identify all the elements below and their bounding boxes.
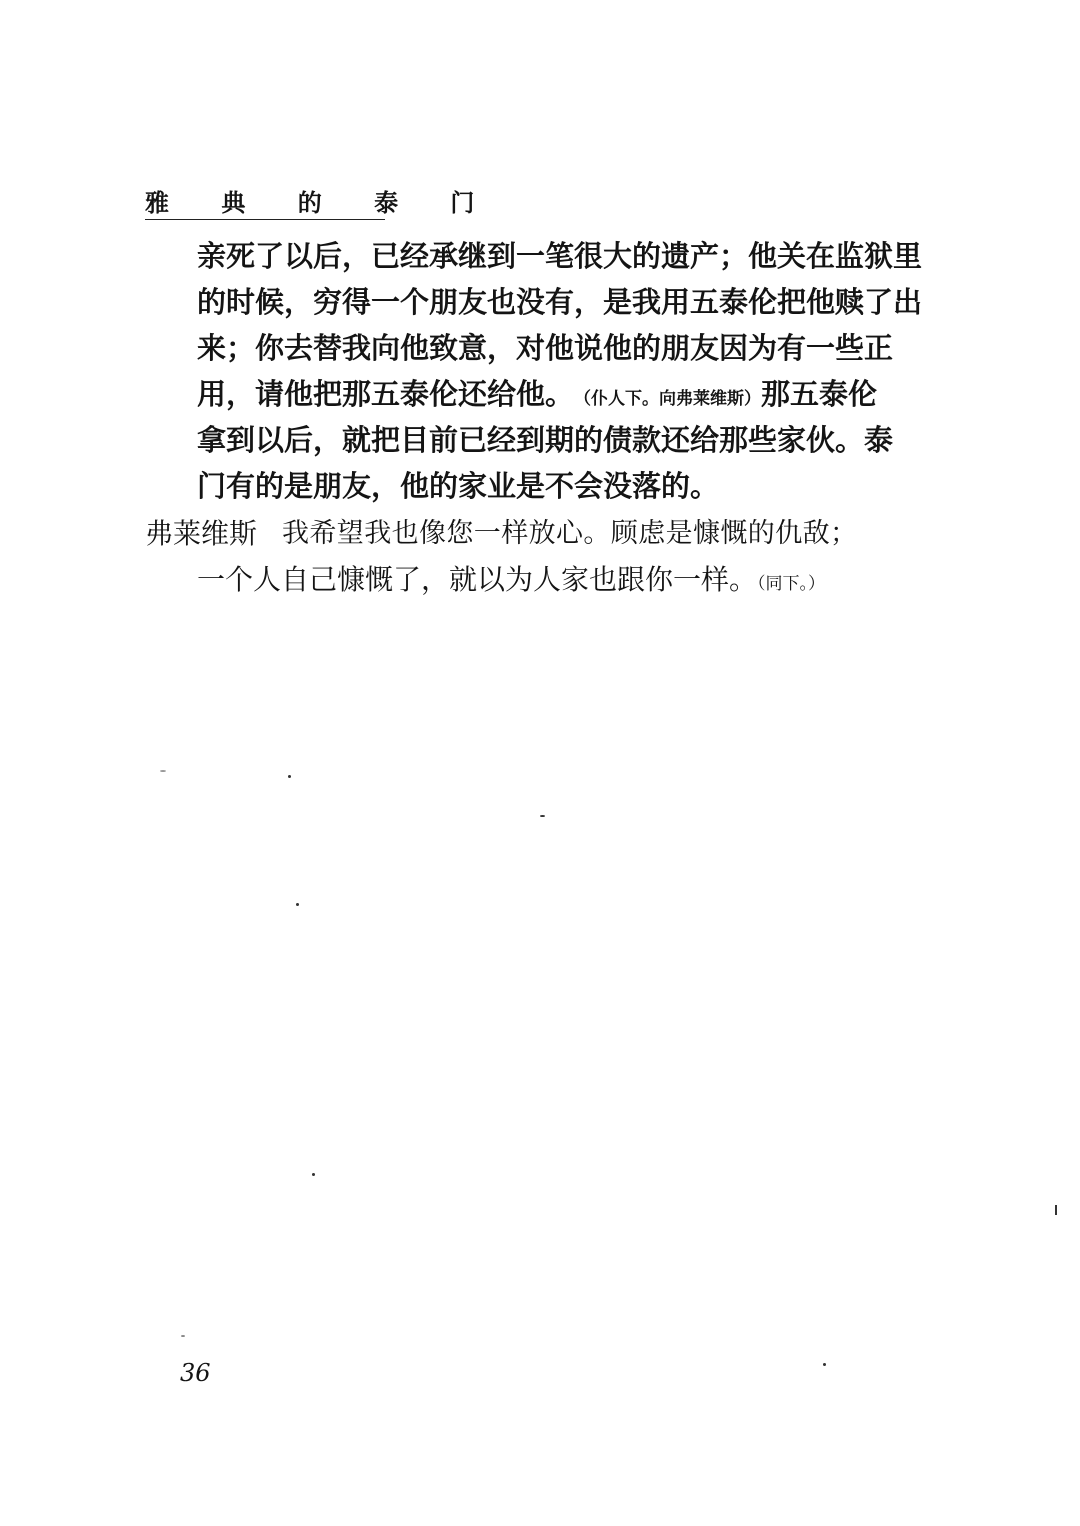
stage-direction-exit-together: （同下。） — [757, 574, 826, 594]
speech-line-1-content: 我希望我也像您一样放心。顾虑是慷慨的仇敌； — [282, 518, 857, 549]
scan-speck — [160, 770, 166, 772]
text-line-2-content: 的时候，穷得一个朋友也没有，是我用五泰伦把他赎了出 — [197, 285, 923, 319]
text-line-5-content: 拿到以后，就把目前已经到期的债款还给那些家伙。泰 — [197, 423, 894, 457]
text-line-4-after: 那五泰伦 — [761, 377, 878, 411]
speech-line-2 — [197, 560, 825, 604]
scan-speck — [540, 815, 545, 817]
scan-speck — [296, 903, 299, 906]
text-line-1 — [197, 236, 923, 276]
text-line-4 — [197, 374, 878, 419]
text-line-3-content: 来；你去替我向他致意，对他说他的朋友因为有一些正 — [197, 331, 894, 365]
stage-direction-exit-servant: （仆人下。向弗莱维斯） — [574, 389, 762, 409]
speech-line-1 — [282, 514, 857, 554]
speech-line-2-content: 一个人自己慷慨了，就以为人家也跟你一样。 — [197, 563, 758, 596]
text-line-5 — [197, 420, 894, 460]
running-head-rule — [145, 219, 385, 220]
running-head: 雅 典 的 泰 门 — [145, 188, 497, 217]
text-line-1-content: 亲死了以后，已经承继到一笔很大的遗产；他关在监狱里 — [197, 239, 923, 273]
text-line-4-before: 用，请他把那五泰伦还给他。 — [197, 377, 575, 411]
scan-speck — [312, 1173, 315, 1176]
scan-speck — [288, 775, 291, 778]
text-line-6-content: 门有的是朋友，他的家业是不会没落的。 — [197, 469, 720, 503]
scan-speck — [823, 1363, 826, 1366]
text-line-2 — [197, 282, 923, 322]
scan-speck — [1055, 1205, 1057, 1215]
text-line-6 — [197, 466, 719, 506]
page-number: 36 — [180, 1359, 211, 1387]
speaker-name: 弗莱维斯 — [145, 517, 258, 550]
text-line-3 — [197, 328, 894, 368]
scan-speck — [181, 1335, 185, 1337]
